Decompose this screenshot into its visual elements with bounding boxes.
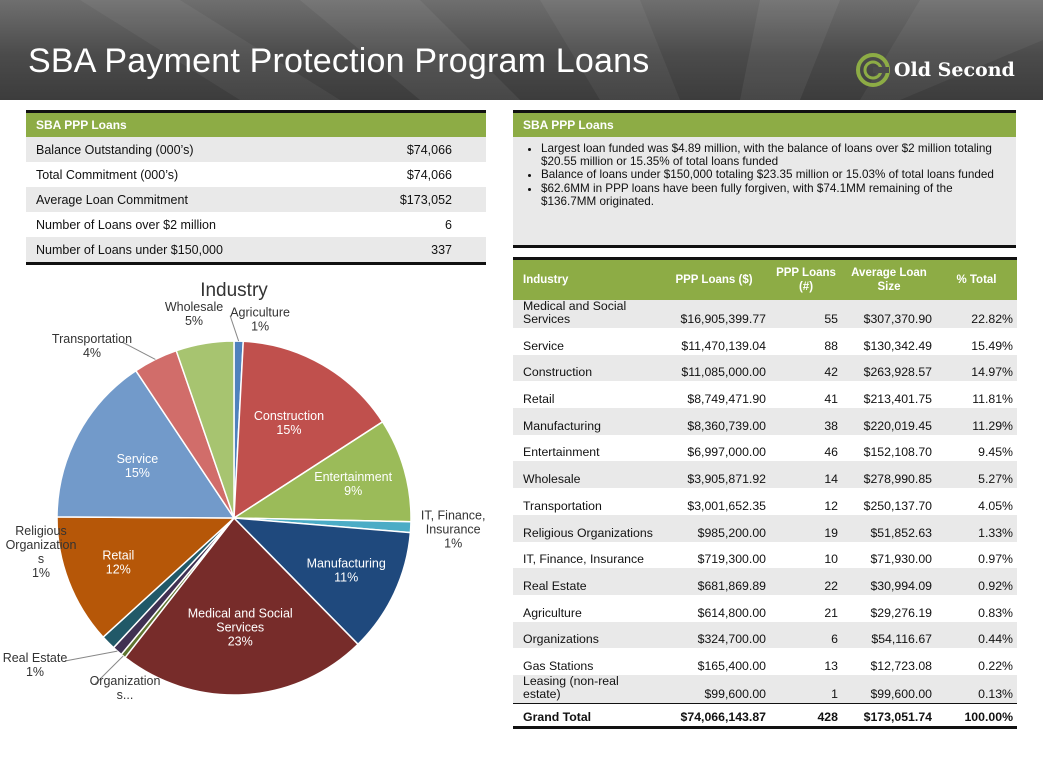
industry-cell: Gas Stations (523, 658, 594, 673)
row-label: Balance Outstanding (000’s) (26, 137, 340, 162)
percent-total-cell: 11.29% (936, 408, 1017, 435)
table-row (513, 515, 1017, 542)
average-loan-size-cell: $263,928.57 (842, 355, 936, 382)
percent-total-cell: 0.22% (978, 658, 1013, 673)
average-loan-size-cell: $54,116.67 (842, 622, 936, 649)
table-row (26, 237, 486, 264)
ppp-loans-dollars-cell: $165,400.00 (697, 658, 766, 673)
ppp-loans-dollars-cell: $16,905,399.77 (658, 300, 770, 328)
ppp-loans-dollars-cell: $681,869.89 (658, 568, 770, 595)
average-loan-size-cell: $213,401.75 (863, 392, 932, 407)
pie-label-service: Service 15% (116, 451, 159, 480)
ppp-loans-count-cell: 42 (770, 355, 842, 382)
percent-total-cell: 0.13% (936, 675, 1017, 704)
industry-cell: Construction (513, 355, 658, 382)
table-row (513, 355, 1017, 382)
ppp-loans-count-cell: 88 (824, 338, 838, 353)
percent-total-cell: 0.92% (936, 568, 1017, 595)
percent-total-cell: 22.82% (936, 300, 1017, 328)
list-item: • $62.6MM in PPP loans have been fully forgiven, with $74.1MM remaining of the $136.7MM originated. (541, 182, 1008, 208)
row-value: $74,066 (340, 137, 486, 162)
row-value: 337 (340, 237, 486, 264)
table-row (26, 187, 486, 212)
summary-table (26, 110, 486, 265)
average-loan-size-cell: $12,723.08 (870, 658, 932, 673)
table-row (26, 137, 486, 162)
ppp-loans-count-cell: 55 (770, 300, 842, 328)
pie-label-wholesale: Wholesale 5% (164, 300, 224, 328)
average-loan-size-cell: $130,342.49 (863, 338, 932, 353)
pie-label-transportation: Transportation 4% (51, 332, 133, 360)
percent-total-cell: 15.49% (971, 338, 1013, 353)
ppp-loans-dollars-cell: $324,700.00 (658, 622, 770, 649)
industry-table-body (513, 300, 1017, 727)
slide-header (0, 0, 1043, 100)
ppp-loans-dollars-cell: $74,066,143.87 (658, 703, 770, 727)
notes-bullet-list (521, 142, 1008, 208)
notes-panel (513, 110, 1016, 248)
row-value: $74,066 (406, 167, 452, 182)
average-loan-size-cell: $99,600.00 (842, 675, 936, 704)
page-title: SBA Payment Protection Program Loans (28, 42, 650, 80)
pie-label-real-estate: Real Estate 1% (2, 651, 68, 679)
industry-cell: Medical and Social Services (513, 300, 658, 328)
ppp-loans-dollars-cell: $11,470,139.04 (681, 338, 766, 353)
average-loan-size-cell: $29,276.19 (870, 605, 932, 620)
ppp-loans-dollars-cell: $8,749,471.90 (687, 392, 766, 407)
percent-total-cell: 4.05% (978, 498, 1013, 513)
average-loan-size-cell: $307,370.90 (842, 300, 936, 328)
row-label: Average Loan Commitment (26, 187, 340, 212)
ppp-loans-count-cell: 13 (824, 658, 838, 673)
average-loan-size-cell: $30,994.09 (842, 568, 936, 595)
ppp-loans-count-cell: 38 (770, 408, 842, 435)
ppp-loans-dollars-cell: $614,800.00 (697, 605, 766, 620)
pie-label-organizations: Organization s... (89, 674, 161, 702)
pie-leader-real-estate (65, 651, 117, 661)
ppp-loans-count-cell: 10 (824, 552, 838, 567)
notes-body (513, 137, 1016, 248)
row-label: Number of Loans under $150,000 (26, 237, 340, 264)
pie-label-medical-and-social-services: Medical and Social Services 23% (187, 606, 293, 649)
industry-cell: Organizations (513, 622, 658, 649)
pie-label-it-finance-insurance: IT, Finance, Insurance 1% (420, 508, 486, 551)
row-label: Number of Loans over $2 million (36, 217, 216, 232)
percent-total-cell: 0.44% (936, 622, 1017, 649)
chart-title: Industry (200, 280, 268, 301)
percent-total-cell: 100.00% (936, 703, 1017, 727)
list-item: • Largest loan funded was $4.89 million, with the balance of loans over $2 million totaling $20.55 million or 15.35% of total loans funded (541, 142, 1008, 168)
industry-cell: Retail (523, 392, 555, 407)
ppp-loans-dollars-cell: $985,200.00 (658, 515, 770, 542)
col-header-average-loan-size: Average Loan Size (842, 259, 936, 301)
ppp-loans-dollars-cell: $99,600.00 (658, 675, 770, 704)
average-loan-size-cell: $71,930.00 (870, 552, 932, 567)
ppp-loans-count-cell: 14 (770, 461, 842, 488)
ppp-loans-count-cell: 1 (770, 675, 842, 704)
table-row (513, 300, 1017, 328)
ppp-loans-count-cell: 41 (824, 392, 838, 407)
grand-total-row (513, 703, 1017, 727)
pie-label-manufacturing: Manufacturing 11% (306, 556, 386, 585)
table-row (26, 162, 486, 187)
percent-total-cell: 5.27% (936, 461, 1017, 488)
pie-label-religious-organizations: Religious Organization s 1% (5, 524, 77, 580)
industry-cell: Religious Organizations (513, 515, 658, 542)
table-row (513, 461, 1017, 488)
table-row (513, 408, 1017, 435)
percent-total-cell: 9.45% (978, 445, 1013, 460)
col-header-ppp-loans-count: PPP Loans (#) (770, 259, 842, 301)
col-header-ppp-loans-dollars: PPP Loans ($) (658, 259, 770, 301)
notes-heading: SBA PPP Loans (513, 113, 1016, 137)
row-value: 6 (445, 217, 452, 232)
average-loan-size-cell: $278,990.85 (842, 461, 936, 488)
ppp-loans-dollars-cell: $8,360,739.00 (658, 408, 770, 435)
ppp-loans-dollars-cell: $719,300.00 (697, 552, 766, 567)
percent-total-cell: 0.97% (978, 552, 1013, 567)
pie-label-construction: Construction 15% (253, 409, 325, 438)
table-row (513, 622, 1017, 649)
pie-label-entertainment: Entertainment 9% (314, 470, 393, 499)
row-label: Total Commitment (000’s) (36, 167, 179, 182)
old-second-logo (856, 50, 1015, 90)
table-row (513, 488, 1017, 515)
average-loan-size-cell: $152,108.70 (863, 445, 932, 460)
summary-table-heading: SBA PPP Loans (26, 112, 486, 138)
table-row (513, 675, 1017, 704)
industry-cell: Service (523, 338, 565, 353)
industry-cell: Manufacturing (513, 408, 658, 435)
ppp-loans-count-cell: 21 (824, 605, 838, 620)
industry-cell: Wholesale (513, 461, 658, 488)
col-header-percent-total: % Total (936, 259, 1017, 301)
pie-label-retail: Retail 12% (102, 548, 135, 577)
industry-cell: Real Estate (513, 568, 658, 595)
ppp-loans-count-cell: 6 (770, 622, 842, 649)
ppp-loans-count-cell: 22 (770, 568, 842, 595)
ppp-loans-count-cell: 19 (770, 515, 842, 542)
industry-cell: Entertainment (523, 445, 600, 460)
table-row (513, 595, 1017, 622)
list-item: • Balance of loans under $150,000 totaling $23.35 million or 15.03% of total loans funded (541, 168, 1008, 181)
industry-pie-chart (0, 272, 512, 761)
average-loan-size-cell: $220,019.45 (842, 408, 936, 435)
percent-total-cell: 11.81% (972, 392, 1013, 407)
percent-total-cell: 14.97% (936, 355, 1017, 382)
ppp-loans-dollars-cell: $11,085,000.00 (658, 355, 770, 382)
average-loan-size-cell: $250,137.70 (863, 498, 932, 513)
logo-mark-icon (856, 53, 890, 87)
ppp-loans-dollars-cell: $6,997,000.00 (687, 445, 766, 460)
percent-total-cell: 0.83% (978, 605, 1013, 620)
ppp-loans-count-cell: 12 (824, 498, 838, 513)
average-loan-size-cell: $51,852.63 (842, 515, 936, 542)
industry-cell: IT, Finance, Insurance (523, 552, 644, 567)
industry-cell: Transportation (523, 498, 602, 513)
table-row (513, 568, 1017, 595)
table-row (513, 381, 1017, 408)
row-value: $173,052 (340, 187, 486, 212)
ppp-loans-dollars-cell: $3,001,652.35 (687, 498, 766, 513)
industry-cell: Leasing (non-real estate) (513, 675, 658, 704)
ppp-loans-count-cell: 428 (770, 703, 842, 727)
table-row (513, 542, 1017, 569)
logo-text: Old Second (894, 59, 1015, 81)
ppp-loans-count-cell: 46 (824, 445, 838, 460)
table-row (513, 328, 1017, 355)
pie-label-agriculture: Agriculture 1% (230, 305, 290, 334)
average-loan-size-cell: $173,051.74 (842, 703, 936, 727)
industry-cell: Grand Total (513, 703, 658, 727)
table-row (26, 212, 486, 237)
table-row (513, 435, 1017, 462)
table-row (513, 648, 1017, 675)
percent-total-cell: 1.33% (936, 515, 1017, 542)
ppp-loans-dollars-cell: $3,905,871.92 (658, 461, 770, 488)
industry-cell: Agriculture (523, 605, 582, 620)
col-header-industry: Industry (513, 259, 658, 301)
industry-table (513, 257, 1017, 729)
